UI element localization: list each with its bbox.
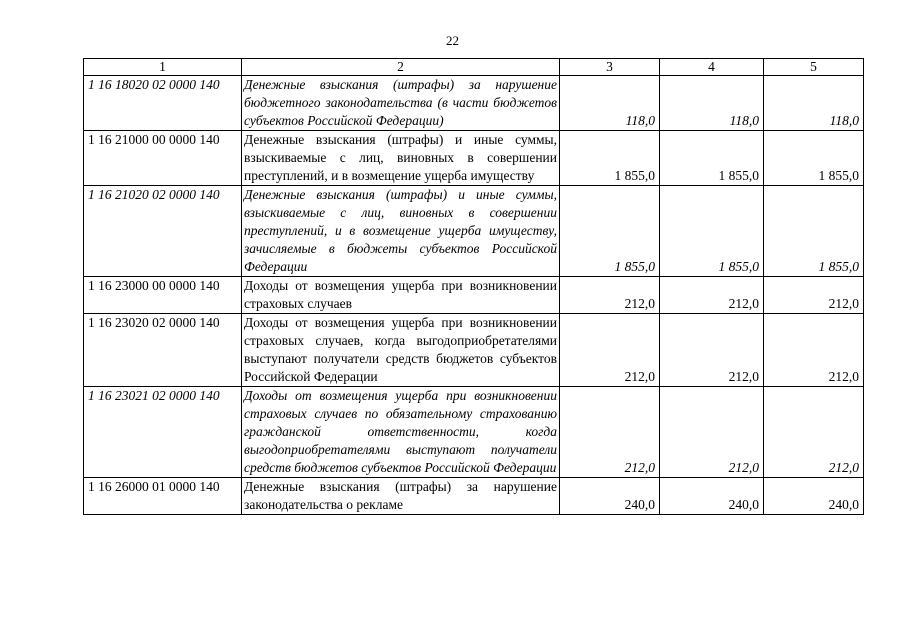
- row-value-col4: 212,0: [660, 387, 764, 478]
- row-value-col3: 1 855,0: [560, 186, 660, 277]
- header-col-3: 3: [560, 59, 660, 76]
- row-value-col4: 212,0: [660, 277, 764, 314]
- row-value-col4: 118,0: [660, 76, 764, 131]
- row-description: Доходы от возмещения ущерба при возникновении страховых случаев по обязательному страхованию гражданской ответственности, когда выгодоприобретателями выступают получатели средств бюджетов субъектов Российской Федерации: [242, 387, 560, 478]
- row-value-col5: 1 855,0: [764, 131, 864, 186]
- table-row: [84, 387, 864, 478]
- row-description: Доходы от возмещения ущерба при возникновении страховых случаев, когда выгодоприобретателями выступают получатели средств бюджетов субъектов Российской Федерации: [242, 314, 560, 387]
- row-value-col3: 212,0: [560, 314, 660, 387]
- header-col-2: 2: [242, 59, 560, 76]
- row-value-col5: 1 855,0: [764, 186, 864, 277]
- row-value-col3: 212,0: [560, 277, 660, 314]
- row-description: Денежные взыскания (штрафы) и иные суммы, взыскиваемые с лиц, виновных в совершении преступлений, и в возмещение ущерба имуществу, зачисляемые в бюджеты субъектов Российской Федерации: [242, 186, 560, 277]
- row-value-col3: 212,0: [560, 387, 660, 478]
- row-code: 1 16 18020 02 0000 140: [84, 76, 242, 131]
- row-description: Денежные взыскания (штрафы) за нарушение бюджетного законодательства (в части бюджетов субъектов Российской Федерации): [242, 76, 560, 131]
- row-description: Денежные взыскания (штрафы) и иные суммы, взыскиваемые с лиц, виновных в совершении преступлений, и в возмещение ущерба имуществу: [242, 131, 560, 186]
- row-value-col4: 212,0: [660, 314, 764, 387]
- table-row: [84, 76, 864, 131]
- row-value-col3: 240,0: [560, 478, 660, 515]
- row-value-col5: 212,0: [764, 314, 864, 387]
- row-code: 1 16 26000 01 0000 140: [84, 478, 242, 515]
- row-value-col5: 212,0: [764, 277, 864, 314]
- table-row: [84, 186, 864, 277]
- row-value-col5: 240,0: [764, 478, 864, 515]
- row-description: Денежные взыскания (штрафы) за нарушение законодательства о рекламе: [242, 478, 560, 515]
- budget-table: [83, 58, 864, 515]
- row-value-col4: 1 855,0: [660, 131, 764, 186]
- row-value-col3: 118,0: [560, 76, 660, 131]
- row-description: Доходы от возмещения ущерба при возникновении страховых случаев: [242, 277, 560, 314]
- header-col-1: 1: [84, 59, 242, 76]
- page-number: 22: [446, 33, 459, 48]
- row-value-col5: 118,0: [764, 76, 864, 131]
- header-col-5: 5: [764, 59, 864, 76]
- table-row: [84, 314, 864, 387]
- table-row: [84, 131, 864, 186]
- row-code: 1 16 23021 02 0000 140: [84, 387, 242, 478]
- table-header-row: [84, 59, 864, 76]
- row-code: 1 16 23000 00 0000 140: [84, 277, 242, 314]
- header-col-4: 4: [660, 59, 764, 76]
- table-row: [84, 478, 864, 515]
- row-value-col4: 240,0: [660, 478, 764, 515]
- row-code: 1 16 23020 02 0000 140: [84, 314, 242, 387]
- row-value-col5: 212,0: [764, 387, 864, 478]
- table-row: [84, 277, 864, 314]
- row-code: 1 16 21000 00 0000 140: [84, 131, 242, 186]
- row-value-col3: 1 855,0: [560, 131, 660, 186]
- row-code: 1 16 21020 02 0000 140: [84, 186, 242, 277]
- row-value-col4: 1 855,0: [660, 186, 764, 277]
